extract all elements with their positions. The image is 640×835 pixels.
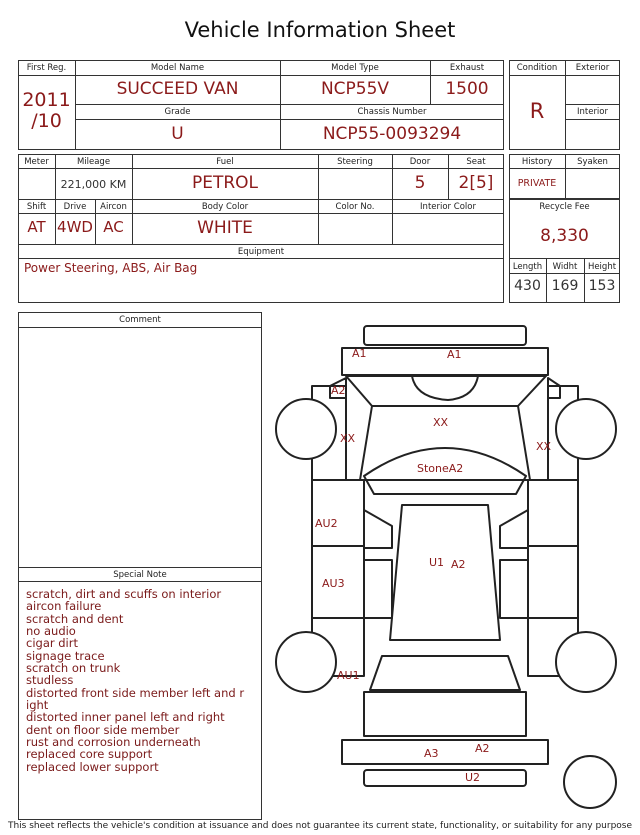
height-label: Height	[587, 262, 617, 272]
special-note-item: aircon failure	[26, 599, 102, 613]
front-panel-shape	[346, 376, 546, 406]
spare-wheel-shape	[564, 756, 616, 808]
damage-mark-au3: AU3	[322, 577, 345, 590]
grade-label: Grade	[164, 107, 191, 117]
chassis-number-value: NCP55-0093294	[322, 124, 462, 144]
model-name-label: Model Name	[150, 63, 205, 73]
damage-mark-a1-right: A1	[447, 348, 462, 361]
mileage-label: Mileage	[76, 157, 111, 167]
interior-label: Interior	[576, 107, 608, 117]
steering-label: Steering	[337, 157, 373, 167]
roof-shape	[390, 505, 500, 640]
model-type-value: NCP55V	[320, 79, 390, 99]
shift-value: AT	[27, 218, 46, 236]
damage-mark-u2: U2	[465, 771, 481, 784]
right-front-door-shape	[528, 480, 578, 546]
page-title: Vehicle Information Sheet	[184, 18, 456, 42]
recycle-fee-label: Recycle Fee	[539, 202, 590, 212]
special-note-item: rust and corrosion underneath	[26, 735, 201, 749]
vehicle-damage-diagram	[268, 318, 628, 818]
rear-apron-shape	[364, 770, 526, 786]
damage-mark-a2-rear: A2	[475, 742, 490, 755]
left-rear-wheel-shape	[276, 632, 336, 692]
comment-label: Comment	[119, 315, 161, 325]
disclaimer-footer: This sheet reflects the vehicle's condition at issuance and does not guarantee its current state, functionality, or suitability for any purpose	[7, 821, 633, 831]
history-value: PRIVATE	[517, 178, 557, 189]
length-value: 430	[514, 278, 541, 294]
special-note-item: ight	[26, 698, 49, 712]
seat-value: 2[5]	[458, 173, 494, 193]
door-value: 5	[414, 173, 426, 193]
chassis-number-label: Chassis Number	[357, 107, 427, 117]
left-front-wheel-shape	[276, 399, 336, 459]
damage-mark-a1-left: A1	[352, 347, 367, 360]
damage-mark-xx-left: XX	[340, 432, 356, 445]
fuel-value: PETROL	[191, 173, 259, 193]
special-note-item: replaced core support	[26, 747, 153, 761]
aircon-value: AC	[103, 218, 124, 236]
syaken-label: Syaken	[577, 157, 608, 167]
damage-mark-au2: AU2	[315, 517, 338, 530]
left-front-door-shape	[312, 480, 364, 546]
rear-bumper-shape	[342, 740, 548, 764]
fuel-label: Fuel	[216, 157, 234, 167]
door-label: Door	[409, 157, 431, 167]
special-note-item: scratch on trunk	[26, 661, 121, 675]
condition-label: Condition	[516, 63, 558, 73]
special-note-item: scratch, dirt and scuffs on interior	[26, 587, 222, 601]
right-front-wheel-shape	[556, 399, 616, 459]
mileage-value: 221,000 KM	[60, 178, 127, 191]
tailgate-shape	[364, 692, 526, 736]
condition-grade: R	[529, 99, 545, 123]
aircon-label: Aircon	[100, 202, 127, 212]
exterior-label: Exterior	[575, 63, 610, 73]
right-rear-door-shape	[528, 546, 578, 618]
interior-color-label: Interior Color	[420, 202, 476, 212]
length-label: Length	[512, 262, 543, 272]
recycle-fee-value: 8,330	[540, 226, 589, 246]
meter-label: Meter	[24, 157, 49, 167]
front-bumper-shape	[364, 326, 526, 345]
damage-mark-a2-upper: A2	[331, 384, 346, 397]
car-outline	[312, 326, 578, 786]
shift-label: Shift	[26, 202, 47, 212]
special-note-label: Special Note	[113, 570, 167, 580]
height-value: 153	[588, 278, 616, 294]
body-color-value: WHITE	[197, 218, 253, 238]
first-reg-label: First Reg.	[26, 63, 67, 73]
special-note-item: no audio	[26, 624, 76, 638]
special-note-item: signage trace	[26, 649, 105, 663]
body-color-label: Body Color	[201, 202, 249, 212]
special-note-item: distorted inner panel left and right	[26, 710, 225, 724]
first-reg-month: /10	[31, 110, 62, 132]
equipment-value: Power Steering, ABS, Air Bag	[24, 261, 198, 275]
damage-mark-a3: A3	[424, 747, 439, 760]
special-note-item: distorted front side member left and r	[26, 686, 245, 700]
front-apron-shape	[342, 348, 548, 375]
model-name-value: SUCCEED VAN	[116, 79, 239, 99]
equipment-label: Equipment	[237, 247, 285, 257]
special-note-item: dent on floor side member	[26, 723, 180, 737]
model-type-label: Model Type	[331, 63, 379, 73]
special-note-item: replaced lower support	[26, 760, 159, 774]
special-note-item: cigar dirt	[26, 636, 78, 650]
drive-value: 4WD	[57, 218, 93, 236]
width-label: Widht	[552, 262, 578, 272]
special-note-item: scratch and dent	[26, 612, 124, 626]
history-label: History	[521, 157, 553, 167]
exhaust-value: 1500	[445, 79, 489, 99]
exhaust-label: Exhaust	[449, 63, 485, 73]
special-note-item: studless	[26, 673, 74, 687]
color-no-label: Color No.	[335, 202, 375, 212]
damage-mark-au1: AU1	[337, 669, 360, 682]
grade-value: U	[171, 124, 184, 144]
damage-mark-xx-right: XX	[536, 440, 552, 453]
first-reg-year: 2011	[22, 89, 71, 111]
seat-label: Seat	[466, 157, 486, 167]
damage-mark-u1: U1	[429, 556, 445, 569]
damage-mark-xx-top: XX	[433, 416, 449, 429]
damage-mark-stone: StoneA2	[417, 462, 464, 475]
width-value: 169	[551, 278, 579, 294]
damage-marks	[315, 347, 552, 784]
rear-window-shape	[370, 656, 520, 690]
damage-mark-a2-center: A2	[451, 558, 466, 571]
drive-label: Drive	[63, 202, 87, 212]
right-rear-wheel-shape	[556, 632, 616, 692]
